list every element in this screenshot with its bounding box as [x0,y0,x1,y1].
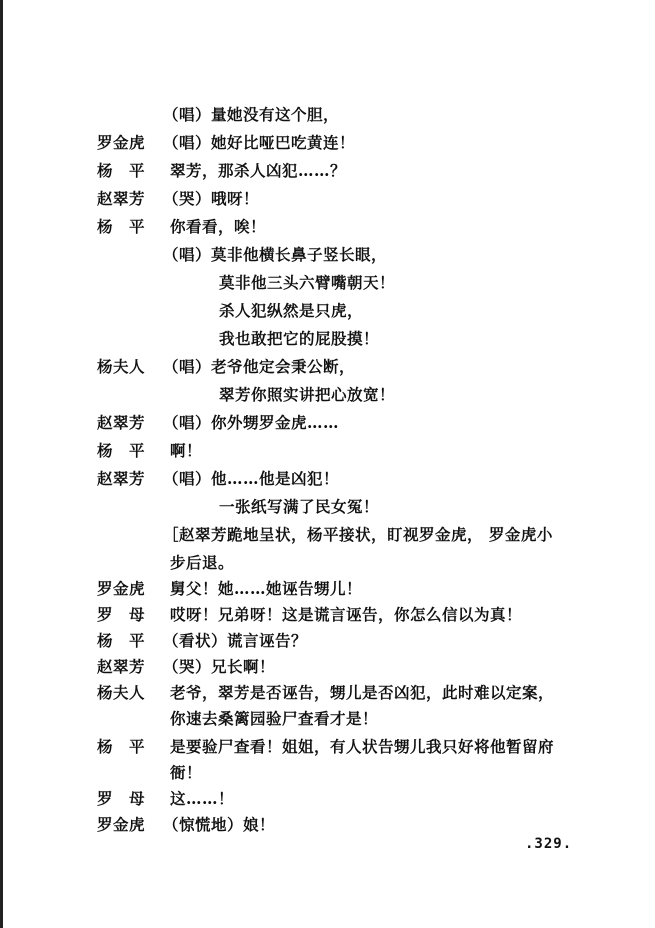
speaker-name: 杨 平 [97,217,146,236]
line-text: ［赵翠芳跪地呈状，杨平接状，盯视罗金虎， 罗金虎小 [163,525,553,544]
speaker-name: 赵翠芳 [97,469,146,488]
line-text: （唱）她好比哑巴吃黄连！ [163,133,356,152]
line-text: 这……！ [170,789,235,808]
line-text: 你速去桑篱园验尸查看才是！ [170,709,379,728]
speaker-name: 赵翠芳 [97,657,146,676]
speaker-name: 罗金虎 [97,815,146,834]
line-text: 老爷，翠芳是否诬告，甥儿是否凶犯，此时难以定案， [170,683,555,702]
speaker-name: 赵翠芳 [97,189,146,208]
line-text: 你看看，唉！ [170,217,267,236]
speaker-name: 杨 平 [97,161,146,180]
page-number: .329. [525,836,573,852]
line-text: 啊！ [170,441,203,460]
line-text: 哎呀！兄弟呀！这是谎言诬告，你怎么信以为真！ [170,605,523,624]
speaker-name: 杨 平 [97,737,146,756]
line-text: （唱）老爷他定会秉公断， [163,357,356,376]
speaker-name: 罗 母 [97,789,146,808]
line-text: （哭）兄长啊！ [163,657,276,676]
line-text: 衙！ [170,763,203,782]
speaker-name: 罗 母 [97,605,146,624]
speaker-name: 罗金虎 [97,579,146,598]
line-text: （唱）你外甥罗金虎…… [163,413,340,432]
line-text: 是要验尸查看！姐姐，有人状告甥儿我只好将他暂留府 [170,737,555,756]
line-text: 莫非他三头六臂嘴朝天！ [219,273,396,292]
line-text: （唱）莫非他横长鼻子竖长眼， [163,245,388,264]
line-text: 杀人犯纵然是只虎， [219,301,364,320]
line-text: 舅父！她……她诬告甥儿！ [170,579,363,598]
speaker-name: 杨夫人 [97,683,146,702]
line-text: （惊慌地）娘！ [163,815,276,834]
line-text: （看状）谎言诬告？ [163,631,308,650]
line-text: （唱）量她没有这个胆， [163,105,340,124]
line-text: 一张纸写满了民女冤！ [219,497,380,516]
speaker-name: 杨 平 [97,441,146,460]
speaker-name: 杨 平 [97,631,146,650]
line-text: （唱）他……他是凶犯！ [163,469,340,488]
speaker-name: 罗金虎 [97,133,146,152]
line-text: 步后退。 [170,553,235,572]
speaker-name: 杨夫人 [97,357,146,376]
speaker-name: 赵翠芳 [97,413,146,432]
line-text: 翠芳，那杀人凶犯……？ [170,161,347,180]
line-text: （哭）哦呀！ [163,189,260,208]
line-text: 我也敢把它的屁股摸！ [219,329,380,348]
line-text: 翠芳你照实讲把心放宽！ [219,385,396,404]
